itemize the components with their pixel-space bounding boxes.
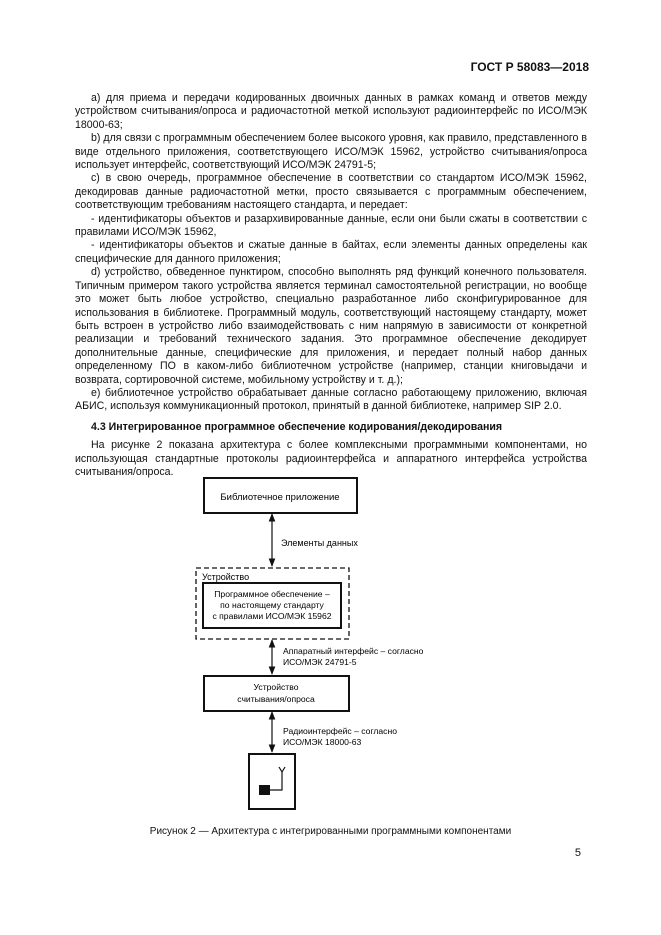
paragraph: d) устройство, обведенное пунктиром, способно выполнять ряд функций конечного пользователя. Типичным примером такого устройства является терминал самостоятельной регистрации, но вообще это может быть любое устройство, специально разработанное либо сконфигурированное для использования в библиотеке. Программный модуль, соответствующий настоящему стандарту, может быть встроен в устройство либо взаимодействовать с ним напрямую в зависимости от конкретной реализации и требований технического задания. Это программное обеспечение декодирует дополнительные данные, специфические для приложения, и передает полный набор данных определенному ПО в каком-либо библиотечном устройстве (например, станции книговыдачи и возврата, сортировочной системе, мобильному устройству и т. д.); <box>75 266 587 386</box>
page-number: 5 <box>574 847 581 859</box>
rfid-tag-box <box>249 754 295 809</box>
hw-interface-label-2: ИСО/МЭК 24791-5 <box>283 657 357 667</box>
hw-interface-label-1: Аппаратный интерфейс – согласно <box>283 646 424 656</box>
software-label-1: Программное обеспечение – <box>214 589 330 599</box>
paragraph: e) библиотечное устройство обрабатывает данные согласно работающему приложению, включая АБИС, используя коммуникационный протокол, принятый в данной библиотеке, например SIP 2.0. <box>75 386 587 413</box>
data-elements-label: Элементы данных <box>281 538 358 548</box>
radio-interface-label-1: Радиоинтерфейс – согласно <box>283 726 398 736</box>
library-app-label: Библиотечное приложение <box>220 492 340 503</box>
section-heading: 4.3 Интегрированное программное обеспечение кодирования/декодирования <box>91 420 503 433</box>
software-label-2: по настоящему стандарту <box>220 600 324 610</box>
reader-label-2: считывания/опроса <box>237 694 315 704</box>
paragraph: а) для приема и передачи кодированных двоичных данных в рамках команд и ответов между устройством считывания/опроса и радиочастотной меткой используют радиоинтерфейс по ИСО/МЭК 18000-63; <box>75 92 587 131</box>
software-label-3: с правилами ИСО/МЭК 15962 <box>212 611 332 621</box>
paragraph: c) в свою очередь, программное обеспечение в соответствии со стандартом ИСО/МЭК 15962, декодировав данные радиочастотной метки, просто связывается с программным обеспечением, соответствующим требованиям настоящего стандарта, и передает: <box>75 172 587 212</box>
paragraph: - идентификаторы объектов и разархивированные данные, если они были сжаты в соответствии с правилами ИСО/МЭК 15962, <box>75 212 587 239</box>
paragraph: b) для связи с программным обеспечением более высокого уровня, как правило, представленного в виде отдельного приложения, соответствующего ИСО/МЭК 15962, устройство считывания/опроса использует интерфейс, соответствующий ИСО/МЭК 24791-5; <box>75 132 587 172</box>
tag-chip-icon <box>259 785 270 795</box>
device-label: Устройство <box>202 572 250 582</box>
section-intro: На рисунке 2 показана архитектура с более комплексными программными компонентами, но использующая стандартные протоколы радиоинтерфейса и аппаратного интерфейса устройства считывания/опроса. <box>75 439 587 478</box>
body-text <box>75 92 587 479</box>
paragraph: - идентификаторы объектов и сжатые данные в байтах, если элементы данных определены как специфические для данного приложения; <box>75 239 587 265</box>
standard-number: ГОСТ Р 58083—2018 <box>470 60 589 74</box>
figure-caption: Рисунок 2 — Архитектура с интегрированными программными компонентами <box>149 826 512 837</box>
radio-interface-label-2: ИСО/МЭК 18000-63 <box>283 737 362 747</box>
architecture-diagram <box>0 470 661 825</box>
reader-label-1: Устройство <box>253 682 299 692</box>
